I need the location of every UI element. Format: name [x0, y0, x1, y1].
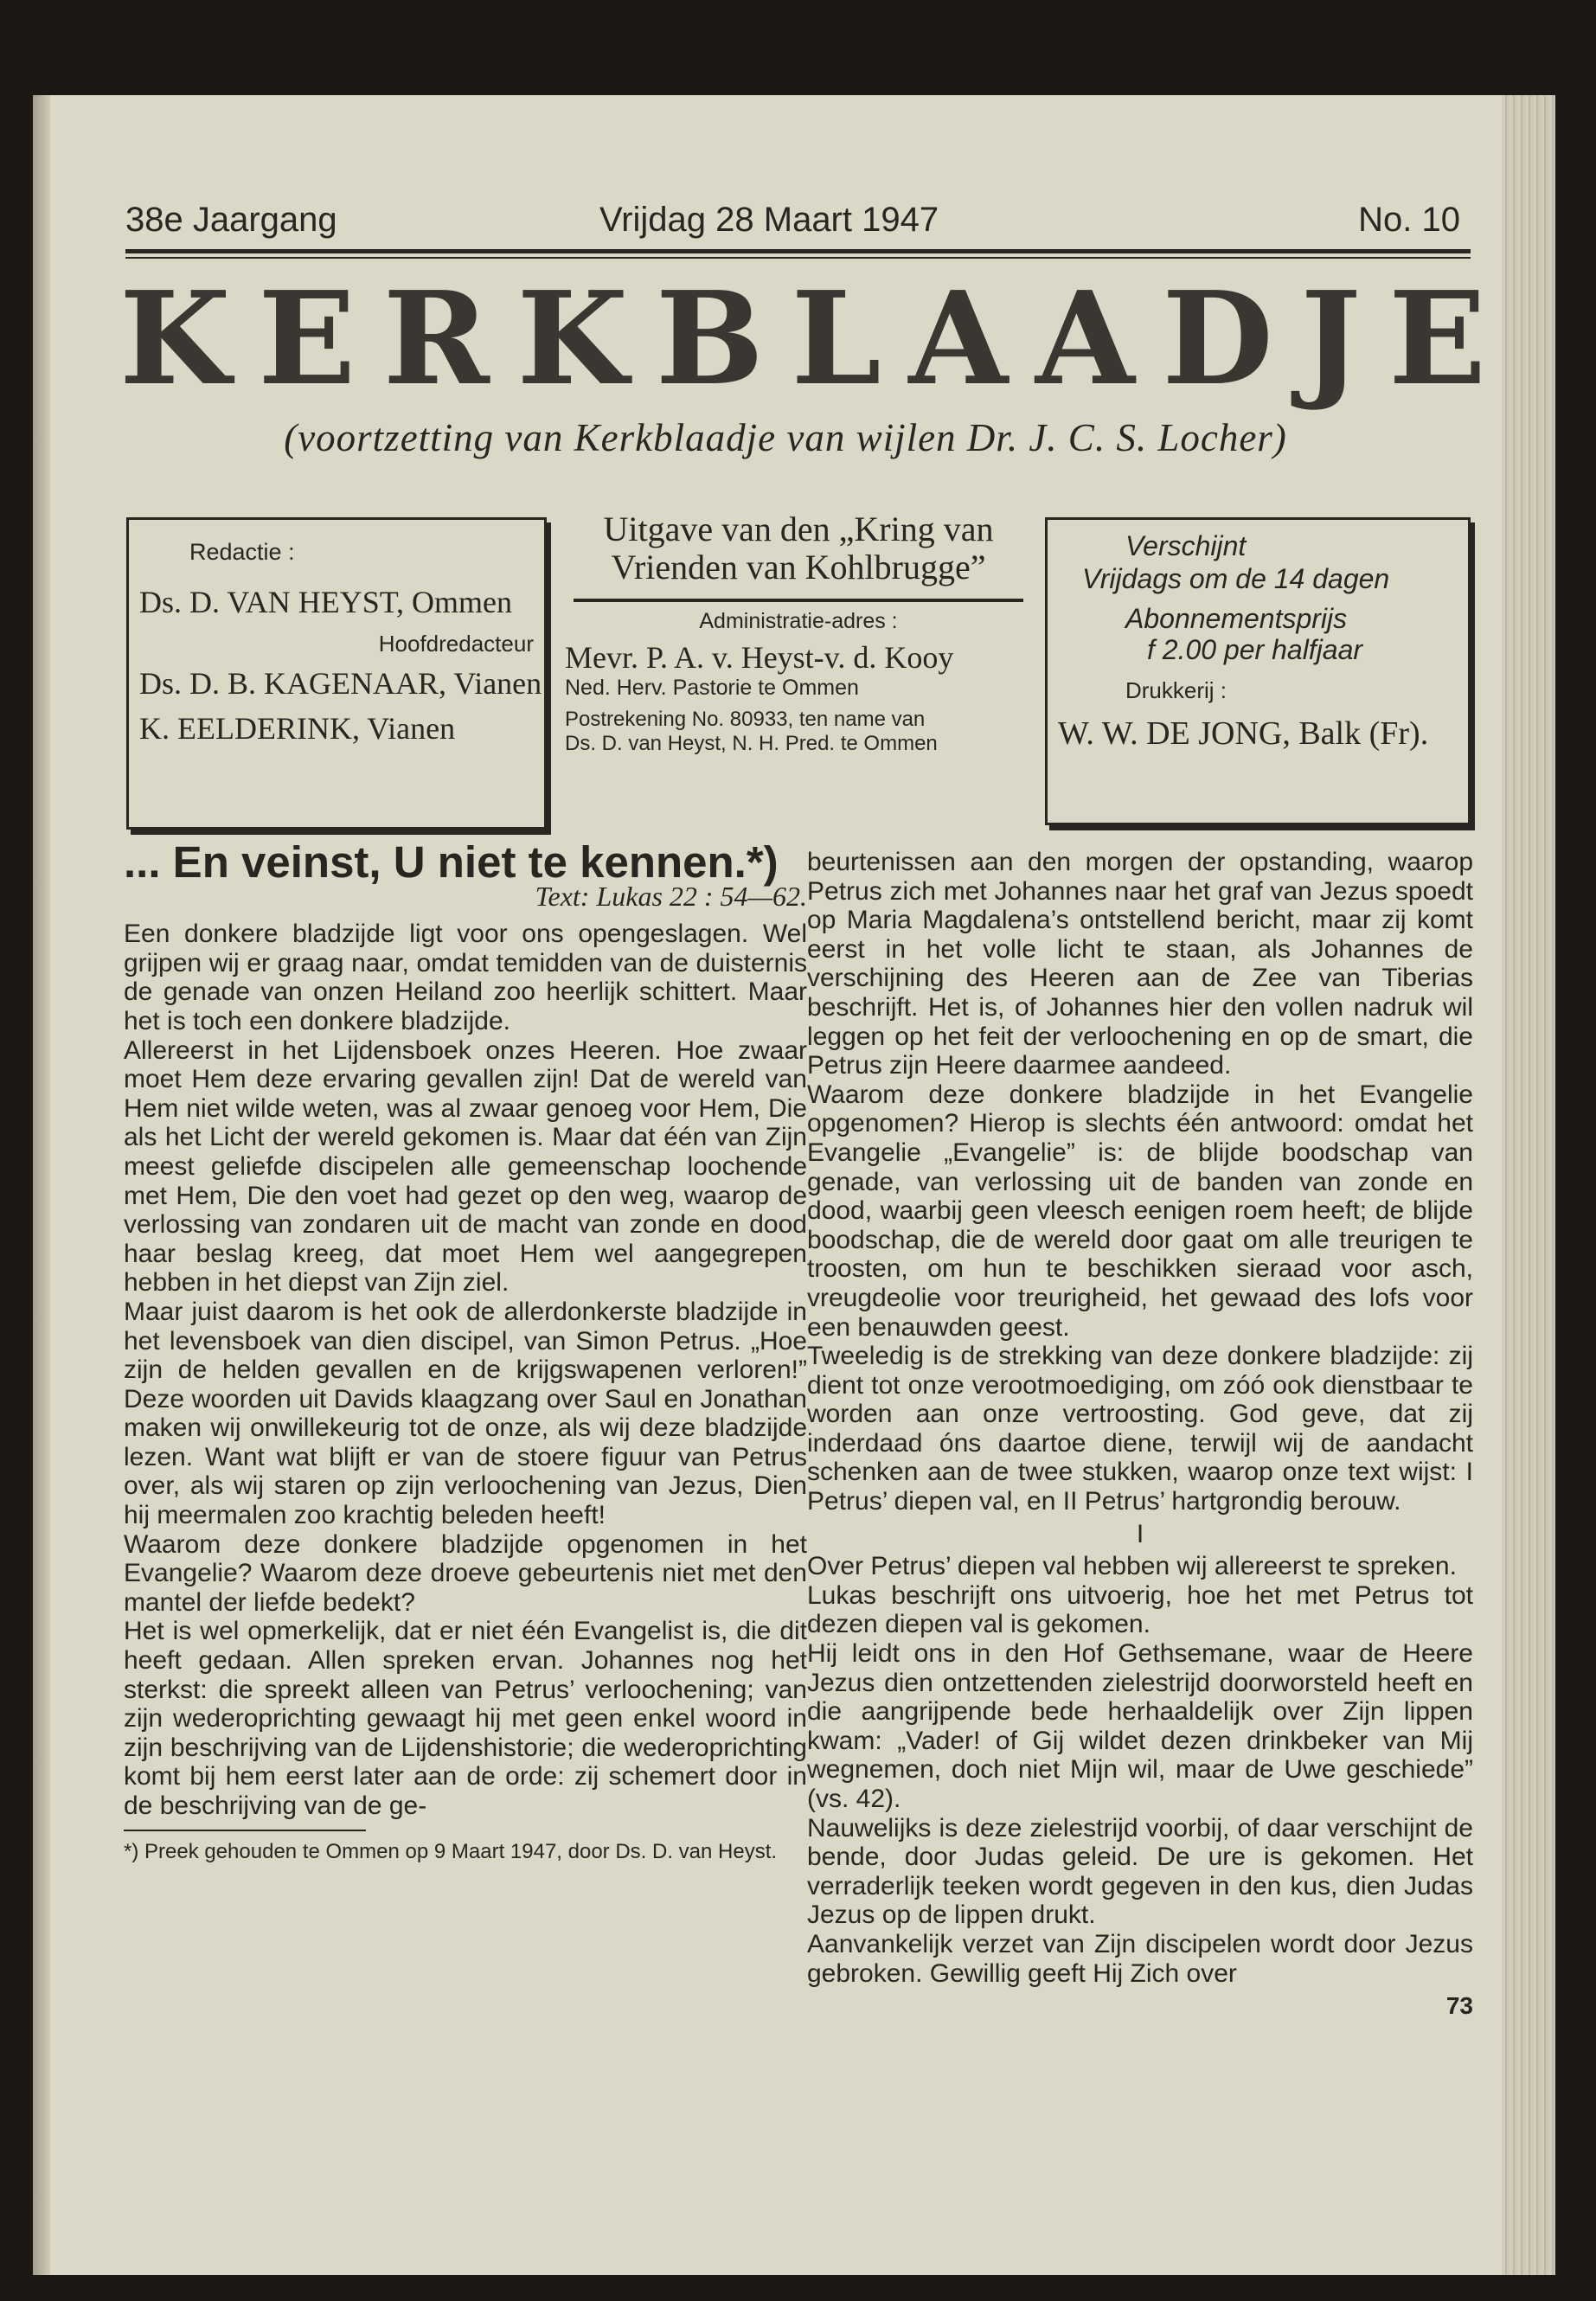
masthead-subtitle: (voortzetting van Kerkblaadje van wijlen Dr. J. C. S. Locher): [284, 416, 1287, 459]
publisher-name: Uitgave van den „Kring van Vrienden van Kohlbrugge”: [603, 510, 994, 586]
frequency: Vrijdags om de 14 dagen: [1082, 563, 1390, 594]
masthead-letter: K: [516, 263, 629, 413]
scripture-reference: Text: Lukas 22 : 54—62.: [535, 880, 807, 912]
page-number: 73: [1445, 1992, 1473, 2020]
publisher-info: [565, 510, 1032, 839]
left-paragraph-4: Waarom deze donkere bladzijde opgenomen in het Evangelie? Waarom deze droeve gebeurtenis niet met den mantel der liefde bedekt?: [124, 1529, 807, 1617]
admin-address: Ned. Herv. Pastorie te Ommen: [565, 676, 859, 700]
editor-role: Hoofdredacteur: [378, 631, 534, 657]
issue-date: Vrijdag 28 Maart 1947: [599, 201, 939, 239]
right-paragraph-5: Lukas beschrijft ons uitvoerig, hoe het met Petrus tot dezen diepen val is gekomen.: [807, 1580, 1473, 1639]
editorial-label: Redactie :: [189, 539, 295, 565]
volume-label: 38e Jaargang: [125, 201, 337, 239]
article-title: ... En veinst, U niet te kennen.*): [124, 837, 779, 887]
newspaper-page: [33, 95, 1555, 2275]
footnote-rule: [124, 1830, 366, 1831]
right-paragraph-8: Aanvankelijk verzet van Zijn discipelen wordt door Jezus gebroken. Gewillig geeft Hij Zich over: [807, 1929, 1473, 1988]
appears-label: Verschijnt: [1125, 530, 1247, 561]
price-label: Abonnementsprijs: [1125, 603, 1348, 634]
masthead-title: [119, 263, 1486, 413]
admin-label: Administratie-adres :: [699, 609, 898, 633]
editor-3: K. EELDERINK, Vianen: [139, 711, 456, 746]
editor-1: Ds. D. VAN HEYST, Ommen: [139, 585, 513, 619]
masthead-letter: B: [655, 263, 764, 413]
header-rule-thin: [125, 257, 1471, 259]
postal-account: Postrekening No. 80933, ten name van: [565, 708, 926, 731]
masthead-letter: E: [258, 263, 356, 413]
header-rule: [125, 249, 1471, 253]
right-paragraph-1: beurtenissen aan den morgen der opstanding, waarop Petrus zich met Johannes naar het graf van Jezus spoedt op Maria Magdalena’s ontstellend bericht, maar zij komt eerst in het volle licht te staan, als Johannes de verschijning des Heeren aan de Zee van Tiberias beschrijft. Het is, of Johannes hier den vollen nadruk wil leggen op het feit der verloochening en op de smart, die Petrus zijn Heere daarmee aandeed.: [807, 848, 1473, 1080]
masthead-letter: D: [1162, 263, 1273, 413]
left-paragraph-5: Het is wel opmerkelijk, dat er niet één Evangelist is, die dit heeft gedaan. Allen spreken ervan. Johannes nog het sterkst: die spreekt alleen van Petrus’ verloochening; van zijn wederoprichting gewaagt hij met geen enkel woord in zijn beschrijving van de Lijdenshistorie; die wederoprichting komt bij hem eerst later aan de orde: zij schemert door in de beschrijving van de ge-: [124, 1617, 807, 1820]
masthead-letter: J: [1300, 263, 1362, 413]
right-paragraph-2: Waarom deze donkere bladzijde in het Evangelie opgenomen? Hierop is slechts één antwoord: omdat het Evangelie „Evangelie” is: de blijde boodschap van genade, van verlossing uit de banden van zonde en dood, waarbij geen vleesch eenigen roem heeft; de blijde boodschap, die de wereld door gaat om alle treurigen te troosten, om hun te beschikken sieraad voor asch, vreugdeolie voor treurigheid, het gewaad des lofs voor een benauwden geest.: [807, 1080, 1473, 1342]
left-paragraph-2: Allereerst in het Lijdensboek onzes Heeren. Hoe zwaar moet Hem deze ervaring gevallen zijn! Dat de wereld van Hem niet wilde weten, was al zwaar genoeg voor Hem, Die als het Licht der wereld gekomen is. Maar dat één van Zijn meest geliefde discipelen alle gemeenschap loochende met Hem, Die den voet had gezet op den weg, waarop de verlossing van zondaren uit de macht van zonde en dood haar beslag kreeg, dat moet Hem wel aangegrepen hebben in het diepst van Zijn ziel.: [124, 1035, 807, 1298]
masthead-letter: E: [1388, 263, 1486, 413]
right-paragraph-6: Hij leidt ons in den Hof Gethsemane, waar de Heere Jezus dien ontzettenden zielestrijd doorworsteld heeft en die aangrijpende bede herhaaldelijk over Zijn lippen kwam: „Vader! of Gij wildet dezen drinkbeker van Mij wegnemen, doch niet Mijn wil, maar de Uwe geschiede” (vs. 42).: [807, 1639, 1473, 1813]
printer-label: Drukkerij :: [1125, 677, 1227, 703]
right-paragraph-4: Over Petrus’ diepen val hebben wij allereerst te spreken.: [807, 1552, 1457, 1581]
right-paragraph-3: Tweeledig is de strekking van deze donkere bladzijde: zij dient tot onze verootmoediging, om zóó ook dienstbaar te worden aan onze vertroosting. God geve, dat zij inderdaad óns daartoe diene, terwijl wij de aandacht schenken aan de twee stukken, waarop onze text wijst: I Petrus’ diepen val, en II Petrus’ hartgrondig berouw.: [807, 1342, 1473, 1516]
masthead-letter: A: [1035, 263, 1135, 413]
masthead-letter: K: [119, 263, 231, 413]
admin-name: Mevr. P. A. v. Heyst-v. d. Kooy: [565, 640, 954, 675]
masthead-letter: A: [908, 263, 1009, 413]
masthead-letter: R: [382, 263, 490, 413]
printer-name: W. W. DE JONG, Balk (Fr).: [1058, 715, 1429, 752]
left-paragraph-3: Maar juist daarom is het ook de allerdonkerste bladzijde in het levensboek van dien discipel, van Simon Petrus. „Hoe zijn de helden gevallen en de krijgswapenen verloren!” Deze woorden uit Davids klaagzang over Saul en Jonathan maken wij onwillekeurig tot de onze, als wij deze bladzijde lezen. Want wat blijft er van de stoere figuur van Petrus over, als wij staren op zijn verloochening van Jezus, Dien hij meermalen zoo krachtig beleden heeft!: [124, 1297, 807, 1530]
section-number: I: [1136, 1519, 1144, 1548]
publisher-rule: [574, 599, 1023, 602]
subscription-box: [1045, 517, 1471, 825]
editorial-box: [126, 517, 547, 830]
left-column: [124, 837, 807, 1863]
right-paragraph-7: Nauwelijks is deze zielestrijd voorbij, of daar verschijnt de bende, door Judas geleid. De ure is gekomen. Het verraderlijk teeken wordt gegeven in den kus, dien Judas Jezus op de lippen drukt.: [807, 1813, 1473, 1930]
price: f 2.00 per halfjaar: [1147, 634, 1363, 665]
editor-2: Ds. D. B. KAGENAAR, Vianen: [139, 666, 542, 701]
footnote: *) Preek gehouden te Ommen op 9 Maart 1947, door Ds. D. van Heyst.: [124, 1839, 778, 1863]
left-paragraph-1: Een donkere bladzijde ligt voor ons opengeslagen. Wel grijpen wij er graag naar, omdat temidden van de duisternis de genade van onzen Heiland zoo heerlijk schittert. Maar het is toch een donkere bladzijde.: [124, 920, 807, 1035]
issue-number: No. 10: [1358, 201, 1460, 239]
right-column: [807, 848, 1473, 2021]
postal-holder: Ds. D. van Heyst, N. H. Pred. te Ommen: [565, 732, 938, 755]
masthead-letter: L: [791, 263, 881, 413]
